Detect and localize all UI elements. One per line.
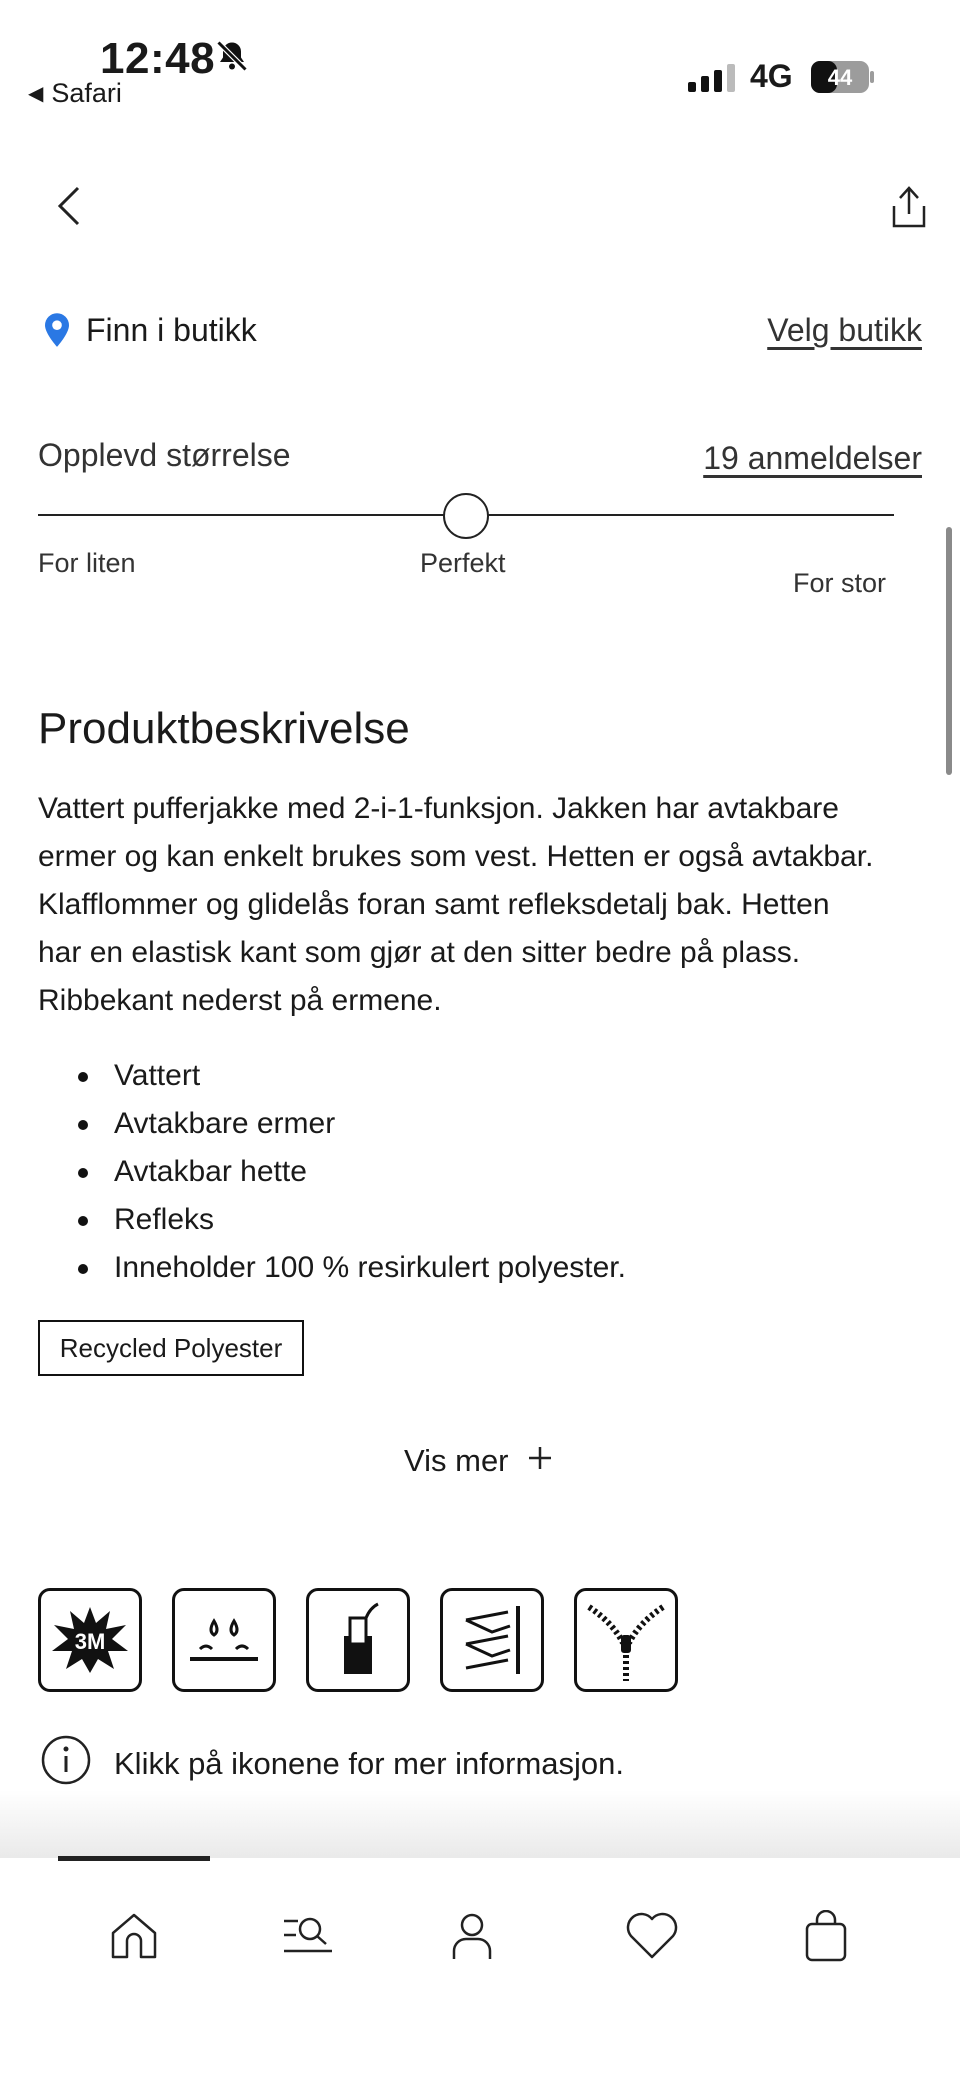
description-line: Klafflommer og glidelås foran samt refleksdetalj bak. Hetten	[38, 888, 830, 921]
size-label-perfect: Perfekt	[420, 548, 506, 578]
profile-icon[interactable]	[444, 1908, 500, 1964]
description-line: Ribbekant nederst på ermene.	[38, 984, 442, 1017]
network-type: 4G	[750, 58, 793, 94]
plus-icon	[527, 1443, 553, 1479]
info-row	[40, 1734, 624, 1794]
tab-bar	[0, 1858, 960, 2087]
description-line: har en elastisk kant som gjør at den sitter bedre på plass.	[38, 936, 801, 969]
back-app-label: Safari	[51, 78, 122, 108]
size-label-too-big: For stor	[793, 568, 887, 598]
bell-muted-icon	[214, 38, 250, 79]
bullet-item: Vattert	[78, 1052, 626, 1100]
bullet-item: Refleks	[78, 1196, 626, 1244]
description-heading: Produktbeskrivelse	[38, 704, 410, 753]
back-to-safari[interactable]	[28, 78, 122, 109]
feature-bullet-list	[78, 1052, 626, 1292]
home-icon[interactable]	[106, 1908, 162, 1964]
active-tab-indicator	[58, 1856, 210, 1861]
info-icon	[40, 1734, 92, 1794]
show-more-button[interactable]	[404, 1443, 553, 1479]
svg-text:3M: 3M	[74, 1629, 106, 1654]
tabbar-shadow	[0, 1790, 960, 1860]
share-icon[interactable]	[886, 184, 932, 235]
zipper-icon[interactable]	[574, 1588, 678, 1692]
bag-icon[interactable]	[798, 1908, 854, 1964]
description-text	[38, 785, 918, 1025]
detachable-hood-icon[interactable]	[306, 1588, 410, 1692]
scrollbar[interactable]	[946, 527, 952, 775]
3m-reflective-icon[interactable]	[38, 1588, 142, 1692]
bullet-item: Inneholder 100 % resirkulert polyester.	[78, 1244, 626, 1292]
status-time: 12:48	[100, 34, 216, 83]
battery-level: 44	[827, 65, 853, 90]
reviews-link[interactable]: 19 anmeldelser	[703, 440, 922, 476]
water-repellent-icon[interactable]	[172, 1588, 276, 1692]
show-more-label: Vis mer	[404, 1443, 509, 1478]
bullet-item: Avtakbare ermer	[78, 1100, 626, 1148]
favorites-icon[interactable]	[624, 1908, 680, 1964]
description-line: ermer og kan enkelt brukes som vest. Hetten er også avtakbar.	[38, 840, 874, 873]
perceived-size-title: Opplevd størrelse	[38, 437, 291, 473]
back-triangle-icon: ◀	[28, 83, 44, 105]
size-label-too-small: For liten	[38, 548, 136, 578]
back-chevron-icon[interactable]	[56, 184, 82, 233]
battery-icon	[810, 60, 876, 99]
info-text: Klikk på ikonene for mer informasjon.	[114, 1746, 625, 1781]
size-scale-indicator	[443, 493, 489, 539]
description-line: Vattert pufferjakke med 2-i-1-funksjon. Jakken har avtakbare	[38, 792, 839, 825]
bullet-item: Avtakbar hette	[78, 1148, 626, 1196]
location-pin-icon	[42, 312, 72, 353]
select-store-link[interactable]: Velg butikk	[767, 312, 922, 348]
search-icon[interactable]	[280, 1908, 336, 1964]
wind-protection-icon[interactable]	[440, 1588, 544, 1692]
recycled-badge: Recycled Polyester	[38, 1320, 304, 1376]
cellular-signal-icon	[688, 64, 735, 92]
find-in-store-label: Finn i butikk	[86, 312, 257, 348]
